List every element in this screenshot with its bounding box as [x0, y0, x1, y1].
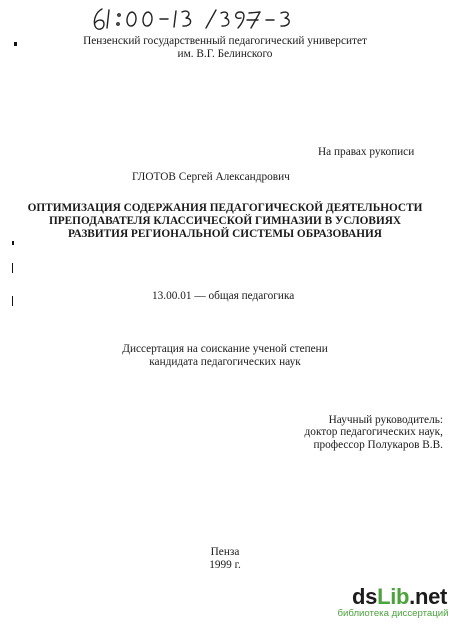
scientific-advisor — [283, 414, 443, 451]
logo-part-net: .net — [409, 584, 448, 609]
advisor-name: профессор Полукаров В.В. — [313, 438, 443, 451]
scan-mark — [12, 263, 13, 273]
year: 1999 г. — [209, 559, 241, 571]
title-line-1: ОПТИМИЗАЦИЯ СОДЕРЖАНИЯ ПЕДАГОГИЧЕСКОЙ ДЕЯТЕЛЬНОСТИ — [27, 202, 423, 214]
advisor-label: Научный руководитель: — [328, 414, 443, 426]
title-line-2: ПРЕПОДАВАТЕЛЯ КЛАССИЧЕСКОЙ ГИМНАЗИИ В УСЛОВИЯХ — [48, 214, 402, 227]
author-name: ГЛОТОВ Сергей Александрович — [132, 171, 290, 183]
dslib-watermark[interactable] — [337, 584, 449, 619]
scan-mark — [12, 241, 14, 245]
university-named-after: им. В.Г. Белинского — [177, 48, 273, 60]
handwritten-archive-code — [88, 4, 318, 34]
scan-mark — [12, 296, 13, 306]
degree-line-1: Диссертация на соискание ученой степени — [122, 343, 328, 355]
dissertation-title — [0, 202, 450, 240]
dslib-logo — [352, 586, 446, 608]
university-name: Пензенский государственный педагогический университет — [83, 35, 367, 47]
title-line-3: РАЗВИТИЯ РЕГИОНАЛЬНОЙ СИСТЕМЫ ОБРАЗОВАНИЯ — [68, 227, 382, 240]
city-name: Пенза — [210, 546, 240, 558]
degree-line-2: кандидата педагогических наук — [149, 356, 301, 369]
dslib-subtitle: библиотека диссертаций — [337, 608, 449, 619]
logo-part-ds: ds — [352, 584, 378, 609]
specialty-code: 13.00.01 — общая педагогика — [152, 290, 295, 302]
advisor-degree: доктор педагогических наук, — [304, 426, 443, 439]
rights-note: На правах рукописи — [318, 146, 415, 158]
degree-statement — [0, 343, 450, 369]
place-and-year — [0, 546, 450, 572]
university-header — [0, 35, 450, 61]
logo-part-lib: Lib — [377, 584, 410, 609]
